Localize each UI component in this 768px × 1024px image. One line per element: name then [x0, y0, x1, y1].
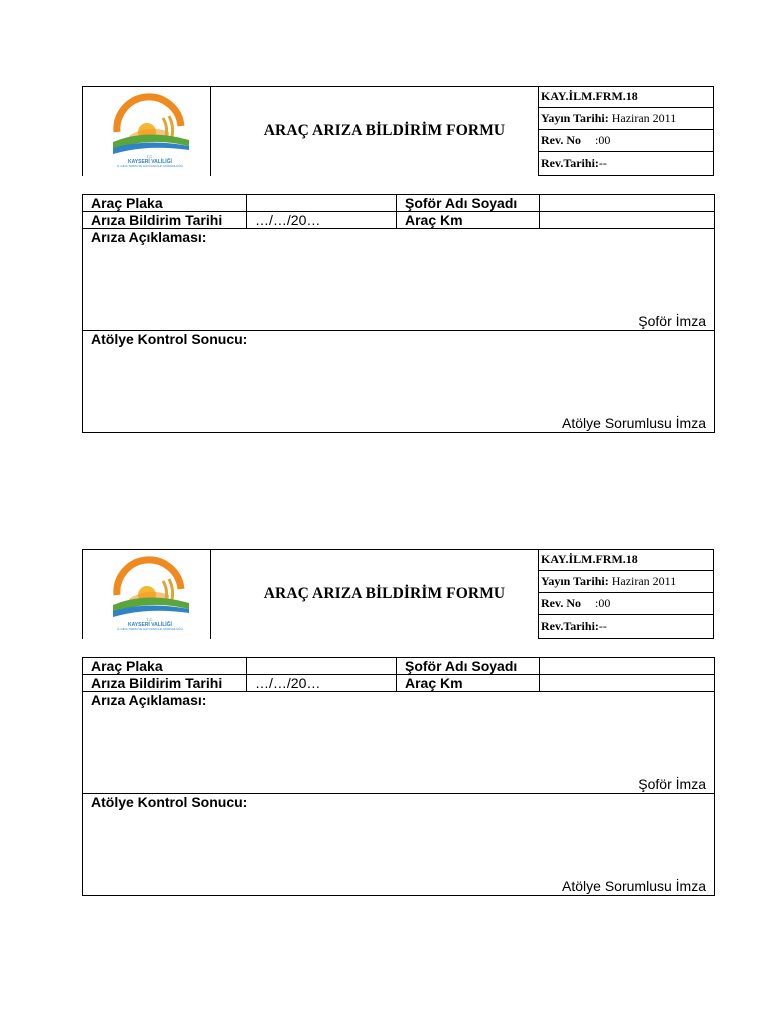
publish-date-row	[539, 108, 713, 130]
fault-description-field[interactable]	[83, 692, 715, 794]
title-cell	[211, 86, 538, 176]
doc-code-row	[539, 86, 713, 108]
fault-fields-table	[82, 194, 715, 433]
title-cell	[211, 549, 538, 639]
table-row	[83, 794, 715, 896]
driver-signature-label: Şoför İmza	[638, 313, 706, 329]
kayseri-valiligi-logo-icon	[107, 92, 207, 168]
logo-line2: KAYSERİ VALİLİĞİ	[128, 622, 172, 628]
fault-description-field[interactable]	[83, 229, 715, 331]
workshop-result-label: Atölye Kontrol Sonucu:	[91, 794, 248, 810]
doc-code: KAY.İLM.FRM.18	[541, 552, 638, 566]
table-row	[83, 658, 715, 675]
fault-report-form-1	[82, 86, 714, 431]
fault-description-label: Arıza Açıklaması:	[91, 692, 207, 708]
publish-date-value: Haziran 2011	[611, 111, 677, 125]
rev-no-row	[539, 593, 713, 615]
plate-label: Araç Plaka	[83, 195, 247, 212]
rev-date-row	[539, 615, 713, 637]
kayseri-valiligi-logo-icon	[107, 555, 207, 631]
vehicle-km-field[interactable]	[540, 675, 715, 692]
form-header	[82, 549, 714, 639]
plate-label: Araç Plaka	[83, 658, 247, 675]
table-row	[83, 692, 715, 794]
workshop-signature-label: Atölye Sorumlusu İmza	[562, 415, 706, 431]
fault-description-label: Arıza Açıklaması:	[91, 229, 207, 245]
logo-line2: KAYSERİ VALİLİĞİ	[128, 159, 172, 165]
fault-fields-table	[82, 657, 715, 896]
logo-cell	[82, 86, 211, 176]
driver-name-label: Şoför Adı Soyadı	[397, 195, 540, 212]
publish-date-row	[539, 571, 713, 593]
workshop-result-label: Atölye Kontrol Sonucu:	[91, 331, 248, 347]
table-row	[83, 331, 715, 433]
table-row	[83, 212, 715, 229]
table-row	[83, 195, 715, 212]
publish-date-label: Yayın Tarihi:	[541, 111, 609, 125]
rev-date-row	[539, 152, 713, 174]
report-date-field[interactable]: …/…/20…	[247, 675, 397, 692]
report-date-field[interactable]: …/…/20…	[247, 212, 397, 229]
rev-no-row	[539, 130, 713, 152]
workshop-signature-label: Atölye Sorumlusu İmza	[562, 878, 706, 894]
report-date-label: Arıza Bildirim Tarihi	[83, 212, 247, 229]
logo-line3: İL GIDA TARIM VE HAYVANCILIK MÜDÜRLÜĞÜ	[117, 164, 183, 168]
plate-field[interactable]	[247, 195, 397, 212]
rev-date-value: --	[598, 618, 607, 633]
workshop-result-field[interactable]	[83, 331, 715, 433]
doc-code: KAY.İLM.FRM.18	[541, 89, 638, 103]
rev-no-value: :00	[595, 596, 611, 610]
vehicle-km-field[interactable]	[540, 212, 715, 229]
publish-date-value: Haziran 2011	[611, 574, 677, 588]
form-title: ARAÇ ARIZA BİLDİRİM FORMU	[263, 585, 506, 602]
workshop-result-field[interactable]	[83, 794, 715, 896]
publish-date-label: Yayın Tarihi:	[541, 574, 609, 588]
vehicle-km-label: Araç Km	[397, 675, 540, 692]
form-title: ARAÇ ARIZA BİLDİRİM FORMU	[263, 122, 506, 139]
driver-name-label: Şoför Adı Soyadı	[397, 658, 540, 675]
document-meta	[538, 86, 714, 176]
table-row	[83, 229, 715, 331]
rev-date-label: Rev.Tarihi:	[541, 155, 599, 170]
logo-line1: T.C.	[146, 154, 154, 159]
driver-name-field[interactable]	[540, 658, 715, 675]
driver-signature-label: Şoför İmza	[638, 776, 706, 792]
rev-date-label: Rev.Tarihi:	[541, 618, 599, 633]
logo-line3: İL GIDA TARIM VE HAYVANCILIK MÜDÜRLÜĞÜ	[117, 627, 183, 631]
fault-report-form-2	[82, 549, 714, 894]
logo-line1: T.C.	[146, 617, 154, 622]
rev-date-value: --	[598, 155, 607, 170]
driver-name-field[interactable]	[540, 195, 715, 212]
rev-no-label: Rev. No	[541, 596, 581, 610]
report-date-label: Arıza Bildirim Tarihi	[83, 675, 247, 692]
vehicle-km-label: Araç Km	[397, 212, 540, 229]
logo-cell	[82, 549, 211, 639]
document-meta	[538, 549, 714, 639]
form-header	[82, 86, 714, 176]
rev-no-value: :00	[595, 133, 611, 147]
plate-field[interactable]	[247, 658, 397, 675]
doc-code-row	[539, 549, 713, 571]
rev-no-label: Rev. No	[541, 133, 581, 147]
table-row	[83, 675, 715, 692]
